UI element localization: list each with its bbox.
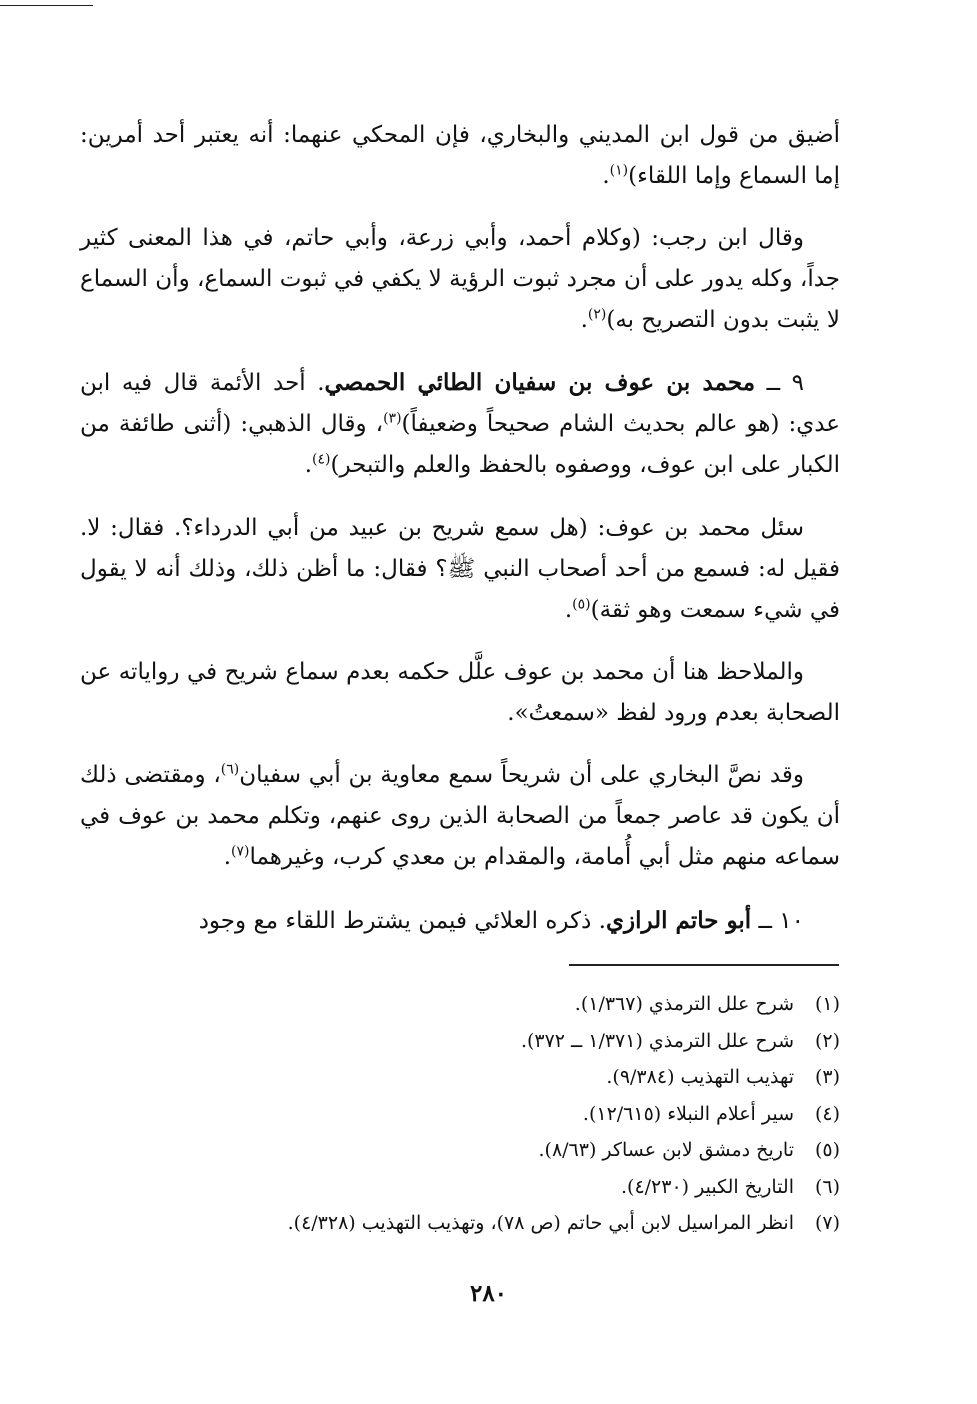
footnote-separator xyxy=(569,964,839,966)
text-segment: . xyxy=(304,452,313,478)
bold-name: محمد بن عوف بن سفيان الطائي الحمصي xyxy=(324,369,756,396)
footnote-number: (٣) xyxy=(814,1066,840,1088)
footnote-number: (١) xyxy=(814,993,840,1015)
footnote-item xyxy=(180,1132,840,1169)
footnote-number: (٤) xyxy=(814,1102,840,1125)
text-segment: ، ومقتضى ذلك أن يكون قد عاصر جمعاً من الصحابة الذين روى عنهم، وتكلم محمد بن عوف في سماعه منهم مثل أبي أُمامة، والمقدام بن معدي كرب، وغيرهما xyxy=(80,762,840,870)
page-number: ٢٨٠ xyxy=(469,1280,508,1307)
footnote-item xyxy=(180,986,840,1023)
footnote-ref: (٧) xyxy=(231,843,250,860)
footnote-ref: (٢) xyxy=(587,306,607,323)
footnote-item xyxy=(180,1205,840,1242)
paragraph-1 xyxy=(80,115,840,197)
bold-name: أبو حاتم الرازي xyxy=(605,907,752,934)
footnotes xyxy=(180,986,840,1242)
footnote-text: تهذيب التهذيب (٩/٣٨٤). xyxy=(606,1066,794,1088)
text-segment: . xyxy=(602,163,610,189)
paragraph-7 xyxy=(80,900,840,942)
text-segment: وقد نصَّ البخاري على أن شريحاً سمع معاوية بن أبي سفيان xyxy=(239,762,804,788)
footnote-ref: (٦) xyxy=(220,761,240,778)
footnote-number: (٥) xyxy=(814,1139,840,1161)
footnote-ref: (٥) xyxy=(572,596,591,613)
text-segment: والملاحظ هنا أن محمد بن عوف علَّل حكمه بعدم سماع شريح في رواياته عن الصحابة بعدم ورود لفظ «سمعتُ». xyxy=(80,659,840,726)
text-segment: أضيق من قول ابن المديني والبخاري، فإن المحكي عنهما: أنه يعتبر أحد أمرين: إما السماع وإما اللقاء) xyxy=(80,122,840,189)
paragraph-5 xyxy=(80,652,840,734)
footnote-number: (٢) xyxy=(814,1029,840,1052)
text-segment: . xyxy=(580,307,588,333)
footnote-text: انظر المراسيل لابن أبي حاتم (ص ٧٨)، وتهذيب التهذيب (٤/٣٢٨). xyxy=(287,1212,794,1234)
paragraph-6 xyxy=(80,755,840,878)
footnote-item xyxy=(180,1023,840,1060)
footnote-number: (٦) xyxy=(814,1175,840,1198)
text-segment: . ذكره العلائي فيمن يشترط اللقاء مع وجود xyxy=(198,908,606,934)
text-segment: سئل محمد بن عوف: (هل سمع شريح بن عبيد من أبي الدرداء؟. فقال: لا. فقيل له: فسمع من أحد أصحاب النبي ﷺ؟ فقال: ما أظن ذلك، وذلك أنه لا يقول في شيء سمعت وهو ثقة) xyxy=(80,515,840,623)
footnote-ref: (١) xyxy=(609,162,629,179)
paragraph-2 xyxy=(80,218,840,341)
text-segment: وقال ابن رجب: (وكلام أحمد، وأبي زرعة، وأبي حاتم، في هذا المعنى كثير جداً، وكله يدور على أن مجرد ثبوت الرؤية لا يكفي في ثبوت السماع، وأن السماع لا يثبت بدون التصريح به) xyxy=(80,225,840,333)
footnote-number: (٧) xyxy=(814,1212,840,1234)
text-segment: . أحد الأئمة قال فيه ابن عدي: (هو عالم بحديث الشام صحيحاً وضعيفاً) xyxy=(80,370,840,437)
footnote-item xyxy=(180,1096,840,1133)
footnote-text: سير أعلام النبلاء (١٢/٦١٥). xyxy=(582,1102,794,1125)
paragraph-3 xyxy=(80,362,840,486)
footnote-text: تاريخ دمشق لابن عساكر (٨/٦٣). xyxy=(538,1139,794,1161)
text-segment: ، وقال الذهبي: (أثنى طائفة من الكبار على ابن عوف، ووصفوه بالحفظ والعلم والتبحر) xyxy=(80,411,840,478)
text-segment: . xyxy=(223,844,232,870)
text-segment: ٩ ــ xyxy=(755,370,804,396)
footnote-ref: (٣) xyxy=(383,410,402,427)
header-rule xyxy=(0,5,93,6)
text-segment: . xyxy=(564,597,573,623)
footnote-item xyxy=(180,1059,840,1096)
footnote-text: شرح علل الترمذي (١/٣٦٧). xyxy=(574,993,794,1015)
footnote-text: شرح علل الترمذي (١/٣٧١ ــ ٣٧٢). xyxy=(520,1029,794,1052)
footnote-ref: (٤) xyxy=(312,451,331,468)
text-segment: ١٠ ــ xyxy=(751,908,804,934)
footnote-item xyxy=(180,1169,840,1206)
footnote-text: التاريخ الكبير (٤/٢٣٠). xyxy=(620,1175,794,1198)
paragraph-4 xyxy=(80,508,840,631)
